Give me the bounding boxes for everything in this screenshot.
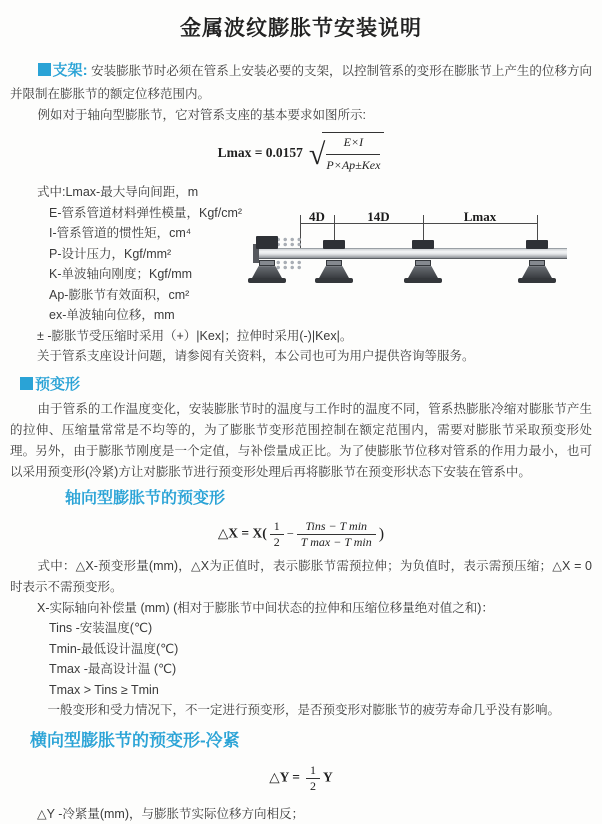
fraction-denominator: T max − T min <box>300 535 372 549</box>
bracket-note-line: 关于管系支座设计问题，请参阅有关资料，本公司也可为用户提供咨询等服务。 <box>37 349 475 364</box>
dim-label-4d: 4D <box>309 209 325 225</box>
temperature-fraction <box>297 519 376 550</box>
formula-lmax-lhs: Lmax = 0.0157 <box>217 145 303 161</box>
formula-lmax-fraction <box>322 132 384 176</box>
bracket-intro-text: 安装膨胀节时必须在管系上安装必要的支架，以控制管系的变形在膨胀节上产生的位移方向并限制在膨胀节的额定位移范围内。 <box>10 63 592 101</box>
where-label-line: 式中:Lmax-最大导向间距，m <box>37 185 199 200</box>
definition-line: E-管系管道材料弹性模量，Kgf/cm² <box>49 205 243 220</box>
dim-label-14d: 14D <box>367 209 390 225</box>
lateral-note-line: △Y -冷紧量(mm)，与膨胀节实际位移方向相反； <box>37 806 305 821</box>
axial-subheading: 轴向型膨胀节的预变形 <box>65 490 226 508</box>
one-half-fraction <box>270 519 284 550</box>
formula-lateral-rhs: Y <box>323 769 333 785</box>
axial-definition-lines <box>10 598 592 721</box>
formula-lmax-denominator: P×Ap±Kex <box>326 158 381 173</box>
axial-line: Tmin-最低设计温度(℃) <box>49 641 179 656</box>
fraction-denominator: 2 <box>310 778 317 793</box>
dim-label-lmax: Lmax <box>463 209 497 225</box>
predeform-heading-text: 预变形 <box>35 375 81 393</box>
definitions-and-diagram <box>10 182 592 367</box>
minus-sign: − <box>286 526 294 541</box>
support-base <box>518 278 556 283</box>
support-base <box>315 278 353 283</box>
support-base <box>248 278 286 283</box>
radical-sign: √ <box>308 137 326 171</box>
definition-line: P-设计压力，Kgf/mm² <box>49 246 172 261</box>
support-saddle <box>415 260 431 266</box>
definition-line: ex-单波轴向位移，mm <box>49 308 175 323</box>
support-body <box>319 266 349 278</box>
definition-line: I-管系管道的惯性矩，cm⁴ <box>49 226 192 241</box>
formula-axial <box>10 519 592 550</box>
pipe-support-diagram <box>247 210 602 310</box>
support-body <box>408 266 438 278</box>
one-half-fraction <box>306 763 320 794</box>
fraction-numerator: 1 <box>306 763 320 779</box>
section-square-icon <box>38 63 51 76</box>
formula-lateral-lhs: △Y = <box>269 769 300 785</box>
definition-line: ± -膨胀节受压缩时采用（+）|Kex|；拉伸时采用(-)|Kex|。 <box>37 328 353 343</box>
formula-lmax-numerator: E×I <box>326 133 380 155</box>
axial-where-paragraph: 式中：△X-预变形量(mm)，△X为正值时，表示膨胀节需预拉伸；为负值时，表示需预压缩；△X = 0时表示不需预变形。 <box>10 559 592 594</box>
bracket-example-line: 例如对于轴向型膨胀节，它对管系支座的基本要求如图所示: <box>37 107 366 122</box>
fraction-numerator: Tins − T min <box>297 519 376 535</box>
bracket-section-label: 支架: <box>52 61 88 79</box>
formula-lateral <box>10 763 592 794</box>
support-saddle <box>326 260 342 266</box>
support-saddle <box>259 260 275 266</box>
pipe <box>255 248 567 259</box>
definition-line: Ap-膨胀节有效面积，cm² <box>49 287 190 302</box>
axial-line: Tmax > Tins ≥ Tmin <box>49 682 159 697</box>
bracket-intro-paragraph <box>10 59 592 105</box>
fraction-numerator: 1 <box>270 519 284 535</box>
close-paren: ) <box>378 525 385 543</box>
support-base <box>404 278 442 283</box>
predeform-body-paragraph: 由于管系的工作温度变化，安装膨胀节时的温度与工作时的温度不同，管系热膨胀冷缩对膨胀节产生的拉伸、压缩量常常是不均等的，为了膨胀节变形范围控制在额定范围内，需要对膨胀节采取预变形处理。另外，由于膨胀节刚度是一个定值，与补偿量成正比。为了使膨胀节位移对管系的作用力最小，也可以采用预变形(冷紧)方让对膨胀节进行预变形处理后再将膨胀节在预变形状态下安装在管系中。 <box>10 402 592 479</box>
axial-line: X-实际轴向补偿量 (mm) (相对于膨胀节中间状态的拉伸和压缩位移量绝对值之和)： <box>37 600 494 615</box>
support-cap <box>526 240 548 249</box>
support-body <box>522 266 552 278</box>
formula-lmax <box>10 132 592 176</box>
axial-line: 一般变形和受力情况下，不一定进行预变形，是否预变形对膨胀节的疲劳寿命几乎没有影响。 <box>47 703 561 717</box>
support-cap <box>323 240 345 249</box>
page-title: 金属波纹膨胀节安装说明 <box>180 17 422 40</box>
fraction-denominator: 2 <box>273 535 280 549</box>
section-square-icon <box>20 377 33 390</box>
axial-line: Tmax -最高设计温 (℃) <box>49 662 177 676</box>
predeform-section-heading <box>20 373 592 398</box>
formula-axial-lhs: △X = X( <box>217 525 267 541</box>
support-cap <box>412 240 434 249</box>
lateral-subheading: 横向型膨胀节的预变形-冷紧 <box>30 730 240 750</box>
axial-line: Tins -安装温度(℃) <box>49 621 153 635</box>
support-saddle <box>529 260 545 266</box>
support-anchor-cap <box>256 236 278 249</box>
definition-line: K-单波轴向刚度；Kgf/mm <box>49 267 193 282</box>
